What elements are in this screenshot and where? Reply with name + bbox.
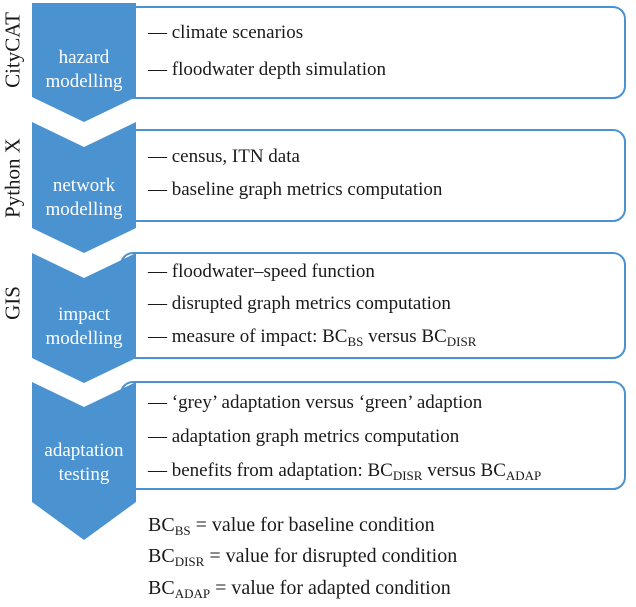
legend-adap: $BC_{ADAP}$ = value for adapted condition — [148, 577, 451, 601]
chevron-label-impact: impact modelling — [45, 304, 123, 349]
adaptation-item-3: — benefits from adaptation: $BC_{DISR}$ versus $BC_{ADAP}$ — [148, 460, 542, 483]
legend-disr: $BC_{DISR}$ = value for disrupted condition — [148, 545, 458, 569]
tool-label-gis: GIS — [0, 286, 25, 320]
hazard-item-2: — floodwater depth simulation — [148, 59, 386, 80]
adaptation-item-2: — adaptation graph metrics computation — [148, 426, 460, 447]
network-item-1: — census, ITN data — [148, 146, 300, 167]
impact-item-1: — floodwater–speed function — [148, 261, 375, 282]
impact-item-3: — measure of impact: $BC_{BS}$ versus $BC_{DISR}$ — [148, 326, 477, 349]
legend-bs: $BC_{BS}$ = value for baseline condition — [148, 514, 435, 538]
adaptation-item-1: — ‘grey’ adaptation versus ‘green’ adaption — [148, 392, 483, 413]
impact-item-2: — disrupted graph metrics computation — [148, 293, 451, 314]
tool-label-citycat: CityCAT — [0, 12, 25, 88]
network-item-2: — baseline graph metrics computation — [148, 179, 443, 200]
hazard-item-1: — climate scenarios — [148, 22, 304, 43]
chevron-label-adaptation: adaptation testing — [44, 440, 124, 485]
tool-label-python: Python X — [0, 138, 25, 218]
box-network — [121, 130, 625, 221]
chevron-label-hazard: hazard modelling — [45, 47, 123, 92]
chevron-label-network: network modelling — [45, 175, 123, 220]
